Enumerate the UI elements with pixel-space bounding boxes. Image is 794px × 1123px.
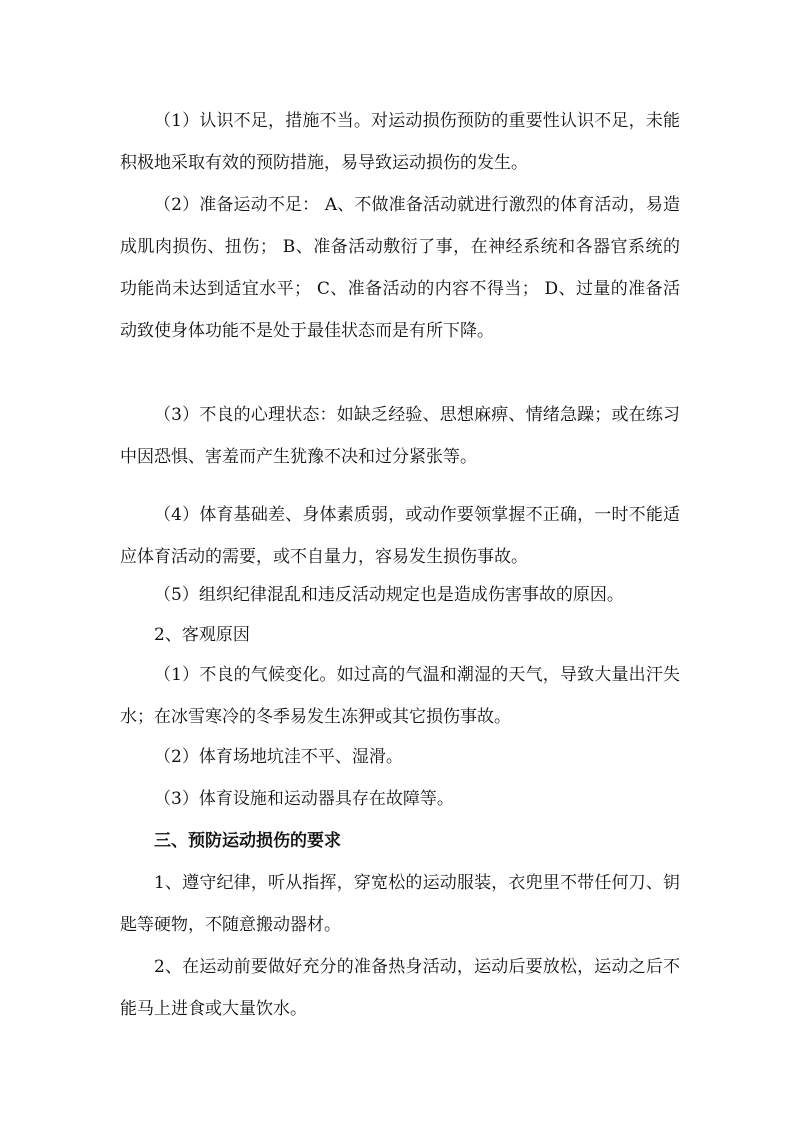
paragraph-5: （5）组织纪律混乱和违反活动规定也是造成伤害事故的原因。 (154, 585, 624, 605)
paragraph-3: （3）不良的心理状态：如缺乏经验、思想麻痹、情绪急躁；或在练习中因恐惧、害羞而产生犹豫不决和过分紧张等。 (120, 405, 680, 467)
paragraph-8: （3）体育设施和运动器具存在故障等。 (154, 789, 454, 809)
section-heading: 三、预防运动损伤的要求 (154, 831, 341, 851)
paragraph-9: 1、遵守纪律，听从指挥，穿宽松的运动服装，衣兜里不带任何刀、钥匙等硬物，不随意搬动器材。 (120, 873, 680, 935)
paragraph-10: 2、在运动前要做好充分的准备热身活动，运动后要放松，运动之后不能马上进食或大量饮水。 (120, 957, 680, 1019)
section-subheading: 2、客观原因 (154, 625, 250, 645)
paragraph-7: （2）体育场地坑洼不平、湿滑。 (154, 747, 403, 767)
paragraph-4: （4）体育基础差、身体素质弱，或动作要领掌握不正确，一时不能适应体育活动的需要，或不自量力，容易发生损伤事故。 (120, 505, 680, 567)
paragraph-6: （1）不良的气候变化。如过高的气温和潮湿的天气，导致大量出汗失水；在冰雪寒冷的冬季易发生冻狎或其它损伤事故。 (120, 665, 680, 727)
paragraph-2: （2）准备运动不足： A、不做准备活动就进行激烈的体育活动，易造成肌肉损伤、扭伤； B、准备活动敷衍了事，在神经系统和各器官系统的功能尚未达到适宜水平； C、准备活动的内容不得当； D、过量的准备活动致使身体功能不是处于最佳状态而是有所下降。 (120, 195, 680, 341)
paragraph-1: （1）认识不足，措施不当。对运动损伤预防的重要性认识不足，未能积极地采取有效的预防措施，易导致运动损伤的发生。 (120, 111, 680, 173)
